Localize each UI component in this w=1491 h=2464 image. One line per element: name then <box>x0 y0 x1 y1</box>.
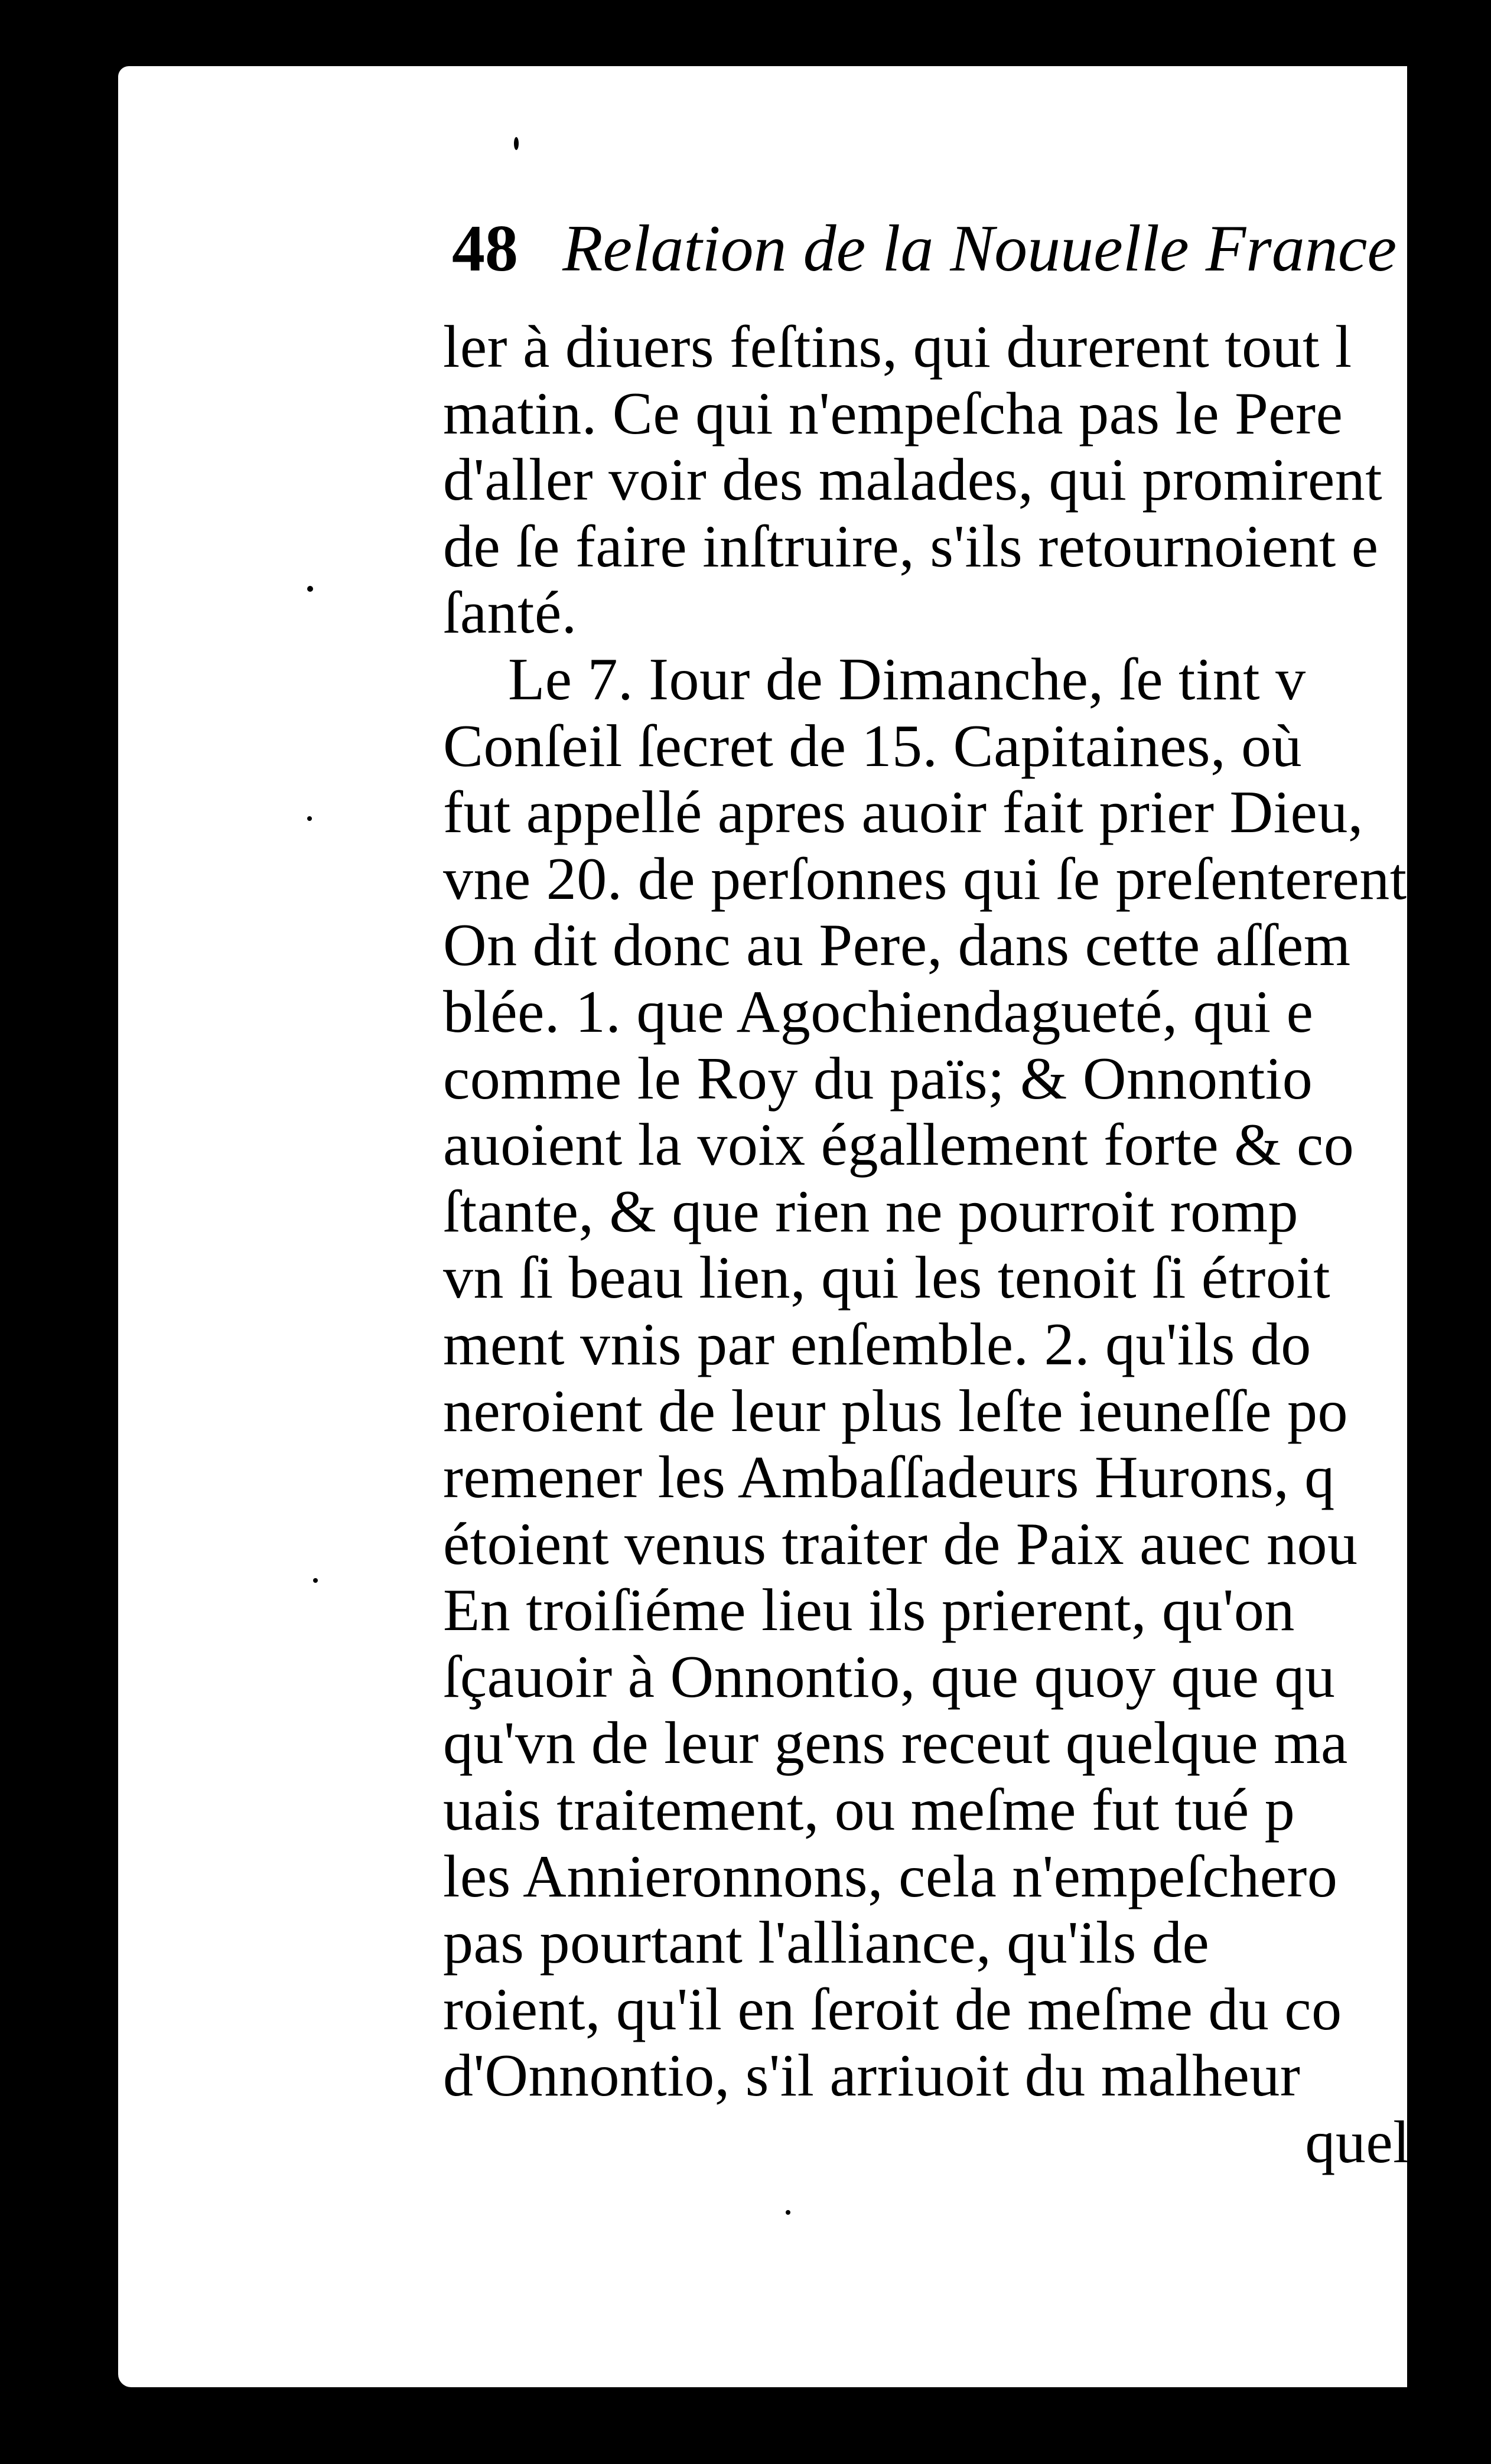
running-title: Relation de la Nouuelle France <box>562 212 1397 285</box>
scan-speck <box>786 2210 790 2215</box>
text-line: fut appellé apres auoir fait prier Dieu, <box>443 779 1363 846</box>
text-line: qu'vn de leur gens receut quelque ma <box>443 1710 1348 1777</box>
text-line: remener les Ambaſſadeurs Hurons, q <box>443 1444 1335 1511</box>
text-line: neroient de leur plus leſte ieuneſſe po <box>443 1377 1348 1445</box>
catchword: quelqu <box>1305 2109 1471 2176</box>
book-page <box>118 66 1471 2387</box>
text-line: On dit donc au Pere, dans cette aſſem <box>443 912 1351 979</box>
text-line: les Annieronnons, cela n'empeſchero <box>443 1843 1338 1910</box>
text-line: uais traitement, ou meſme fut tué p <box>443 1777 1295 1844</box>
page-header <box>452 211 1396 287</box>
text-line: ſtante, & que rien ne pourroit romp <box>443 1178 1298 1245</box>
paragraph-first-line: Le 7. Iour de Dimanche, ſe tint v <box>508 646 1306 713</box>
text-line: matin. Ce qui n'empeſcha pas le Pere <box>443 380 1343 447</box>
scan-speck <box>313 1578 318 1583</box>
text-line: roient, qu'il en ſeroit de meſme du co <box>443 1976 1342 2043</box>
text-line: ſanté. <box>443 579 577 647</box>
text-line: d'aller voir des malades, qui promirent <box>443 446 1383 514</box>
scan-speck <box>307 816 312 821</box>
text-line: vne 20. de perſonnes qui ſe preſenterent <box>443 845 1407 912</box>
text-line: pas pourtant l'alliance, qu'ils de <box>443 1909 1210 1977</box>
text-line: Conſeil ſecret de 15. Capitaines, où <box>443 712 1303 780</box>
text-line: En troiſiéme lieu ils prierent, qu'on <box>443 1577 1295 1644</box>
body-text <box>443 314 1471 2176</box>
text-line: ſçauoir à Onnontio, que quoy que qu <box>443 1643 1336 1710</box>
text-line: comme le Roy du païs; & Onnontio <box>443 1045 1313 1112</box>
text-line: auoient la voix égallement forte & co <box>443 1112 1355 1179</box>
text-line: ler à diuers feſtins, qui durerent tout l <box>443 314 1352 380</box>
scan-speck <box>514 137 519 150</box>
text-line: étoient venus traiter de Paix auec nou <box>443 1510 1358 1578</box>
text-line: d'Onnontio, s'il arriuoit du malheur <box>443 2042 1301 2110</box>
page-number: 48 <box>452 212 518 285</box>
text-line: vn ſi beau lien, qui les tenoit ſi étroit <box>443 1244 1331 1312</box>
text-line: de ſe faire inſtruire, s'ils retournoient e <box>443 513 1379 580</box>
text-line: blée. 1. que Agochiendagueté, qui e <box>443 978 1314 1045</box>
scan-speck <box>307 586 313 592</box>
text-line: ment vnis par enſemble. 2. qu'ils do <box>443 1311 1311 1378</box>
